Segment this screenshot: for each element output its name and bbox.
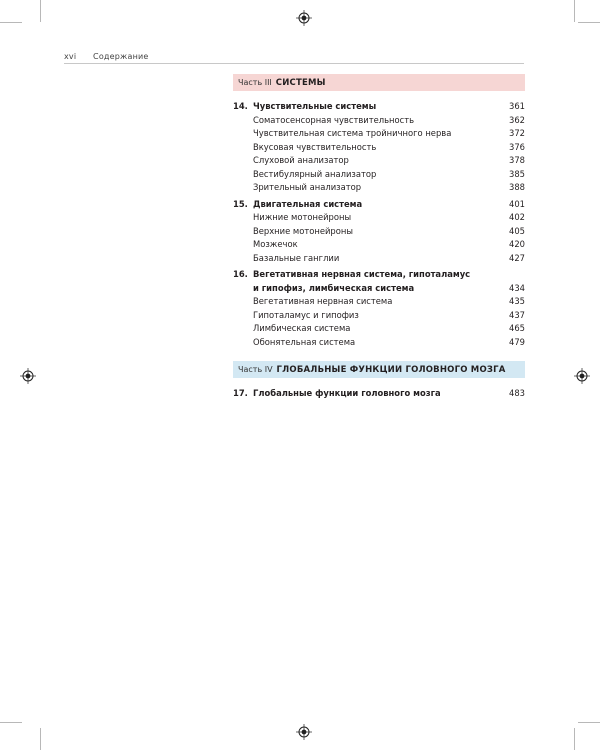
page-number: 437 xyxy=(509,309,525,320)
toc-chapter-16-continued[interactable]: и гипофиз, лимбическая система 434 xyxy=(233,282,525,296)
crop-mark-bl-h xyxy=(0,722,22,723)
part-4-label: Часть IV xyxy=(238,365,273,374)
toc-chapter-16[interactable]: 16. Вегетативная нервная система, гипоталамус xyxy=(233,269,471,279)
page-folio: xvi xyxy=(64,52,77,61)
page-number: 376 xyxy=(509,141,525,152)
registration-target-icon xyxy=(296,724,312,740)
page-number: 479 xyxy=(509,336,525,347)
crop-mark-bl-v xyxy=(40,728,41,750)
part-4-title: ГЛОБАЛЬНЫЕ ФУНКЦИИ ГОЛОВНОГО МОЗГА xyxy=(276,364,506,375)
page-number: 465 xyxy=(509,323,525,333)
crop-mark-tl-h xyxy=(0,22,22,23)
toc-chapter-15[interactable]: 15. Двигательная система 401 xyxy=(233,198,525,212)
page-number: 435 xyxy=(509,296,525,306)
page-number: 378 xyxy=(509,155,525,165)
part-3-title: СИСТЕМЫ xyxy=(275,77,326,88)
crop-mark-br-h xyxy=(578,722,600,723)
toc-section[interactable]: Соматосенсорная чувствительность 362 xyxy=(233,114,525,128)
crop-mark-tl-v xyxy=(40,0,41,22)
page-number: 372 xyxy=(509,128,525,138)
page-number: 362 xyxy=(509,114,525,125)
toc-section[interactable]: Мозжечок 420 xyxy=(233,238,525,252)
running-title: Содержание xyxy=(93,52,149,61)
registration-target-icon xyxy=(574,368,590,384)
page-number: 385 xyxy=(509,168,525,179)
part-3-label: Часть III xyxy=(238,78,272,87)
toc-section[interactable]: Базальные ганглии 427 xyxy=(233,252,525,266)
toc-section[interactable]: Обонятельная система 479 xyxy=(233,336,525,350)
toc-chapter-14[interactable]: 14. Чувствительные системы 361 xyxy=(233,100,525,114)
page-number: 427 xyxy=(509,252,525,263)
crop-mark-tr-h xyxy=(578,22,600,23)
page-number: 434 xyxy=(509,282,525,293)
part-3-header xyxy=(233,74,525,91)
part-4-header xyxy=(233,361,525,378)
toc-part-4 xyxy=(233,361,525,401)
toc-part-3 xyxy=(233,74,525,349)
registration-target-icon xyxy=(296,10,312,26)
page-number: 388 xyxy=(509,182,525,192)
toc-section[interactable]: Нижние мотонейроны 402 xyxy=(233,211,525,225)
toc-section[interactable]: Вегетативная нервная система 435 xyxy=(233,295,525,309)
crop-mark-br-v xyxy=(574,728,575,750)
toc-section[interactable]: Зрительный анализатор 388 xyxy=(233,181,525,195)
registration-target-icon xyxy=(20,368,36,384)
page-number: 401 xyxy=(509,198,525,209)
toc-section[interactable]: Верхние мотонейроны 405 xyxy=(233,225,525,239)
toc-section[interactable]: Вестибулярный анализатор 385 xyxy=(233,168,525,182)
toc-section[interactable]: Чувствительная система тройничного нерва 372 xyxy=(233,127,525,141)
toc-section[interactable]: Лимбическая система 465 xyxy=(233,322,525,336)
running-header xyxy=(64,52,149,61)
header-rule xyxy=(64,63,524,64)
toc-section[interactable]: Вкусовая чувствительность 376 xyxy=(233,141,525,155)
toc-section[interactable]: Слуховой анализатор 378 xyxy=(233,154,525,168)
page-number: 405 xyxy=(509,225,525,236)
toc-chapter-17[interactable]: 17. Глобальные функции головного мозга 483 xyxy=(233,387,525,401)
page-number: 420 xyxy=(509,239,525,249)
page-number: 361 xyxy=(509,101,525,111)
page-number: 402 xyxy=(509,212,525,222)
toc-section[interactable]: Гипоталамус и гипофиз 437 xyxy=(233,309,525,323)
page-number: 483 xyxy=(509,388,525,398)
crop-mark-tr-v xyxy=(574,0,575,22)
